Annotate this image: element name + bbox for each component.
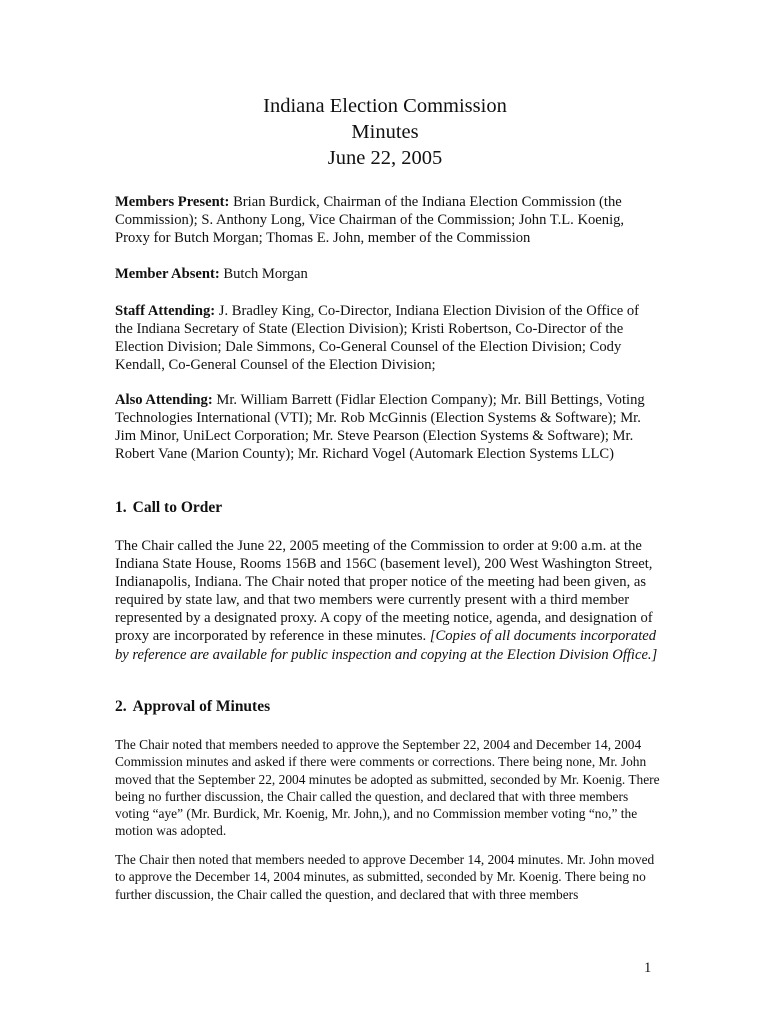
member-absent-paragraph xyxy=(115,265,660,283)
members-present-label: Members Present: xyxy=(115,194,230,210)
member-absent-text: Butch Morgan xyxy=(223,266,308,282)
staff-attending-paragraph xyxy=(115,302,660,374)
title-line-1: Indiana Election Commission xyxy=(263,95,507,117)
page-number: 1 xyxy=(644,960,652,976)
staff-attending-label: Staff Attending: xyxy=(115,303,216,319)
approval-paragraph-2-text: The Chair then noted that members needed to approve December 14, 2004 minutes. Mr. John moved to approve the December 14, 2004 minutes, as submitted, seconded by Mr. Koenig. There being no further discussion, the Chair called the question, and declared that with three members xyxy=(115,852,655,902)
document-title xyxy=(0,93,770,171)
staff-attending-text: J. Bradley King, Co-Director, Indiana Election Division of the Office of the Indiana Secretary of State (Election Division); Kristi Robertson, Co-Director of the Election Division; Dale Simmons, Co-General Counsel of the Election Division; Cody Kendall, Co-General Counsel of the Election Division; xyxy=(115,303,640,374)
also-attending-paragraph xyxy=(115,391,660,463)
title-line-2: Minutes xyxy=(351,121,419,143)
section-2-heading xyxy=(115,697,270,717)
approval-paragraph-1 xyxy=(115,736,660,840)
member-absent-label: Member Absent: xyxy=(115,266,220,282)
approval-paragraph-1-text: The Chair noted that members needed to approve the September 22, 2004 and December 14, 2004 Commission minutes and asked if there were comments or corrections. There being none, Mr. John moved that the September 22, 2004 minutes be adopted as submitted, seconded by Mr. Koenig. There being no further discussion, the Chair called the question, and declared that with three members voting “aye” (Mr. Burdick, Mr. Koenig, Mr. John,), and no Commission member voting “no,” the motion was adopted. xyxy=(115,737,660,839)
members-present-text: Brian Burdick, Chairman of the Indiana Election Commission (the Commission); S. Anthony Long, Vice Chairman of the Commission; John T.L. Koenig, Proxy for Butch Morgan; Thomas E. John, member of the Commission xyxy=(115,194,625,247)
section-1-number: 1. xyxy=(115,499,127,516)
also-attending-label: Also Attending: xyxy=(115,392,213,408)
call-to-order-paragraph xyxy=(115,537,660,664)
section-2-number: 2. xyxy=(115,698,127,715)
approval-paragraph-2 xyxy=(115,851,660,903)
call-to-order-text: The Chair called the June 22, 2005 meeting of the Commission to order at 9:00 a.m. at the Indiana State House, Rooms 156B and 156C (basement level), 200 West Washington Street, Indianapolis, Indiana. The Chair noted that proper notice of the meeting had been given, as required by state law, and that two members were currently present with a third member represented by a designated proxy. A copy of the meeting notice, agenda, and designation of proxy are incorporated by reference in these minutes. xyxy=(115,538,653,645)
section-1-title: Call to Order xyxy=(132,499,223,516)
members-present-paragraph xyxy=(115,193,660,247)
title-line-3: June 22, 2005 xyxy=(327,147,443,169)
also-attending-text: Mr. William Barrett (Fidlar Election Company); Mr. Bill Bettings, Voting Technologies International (VTI); Mr. Rob McGinnis (Election Systems & Software); Mr. Jim Minor, UniLect Corporation; Mr. Steve Pearson (Election Systems & Software); Mr. Robert Vane (Marion County); Mr. Richard Vogel (Automark Election Systems LLC) xyxy=(115,392,645,463)
call-to-order-italic-note: [Copies of all documents incorporated by reference are available for public inspection and copying at the Election Division Office.] xyxy=(115,628,658,663)
section-2-title: Approval of Minutes xyxy=(132,698,271,715)
section-1-heading xyxy=(115,498,222,518)
